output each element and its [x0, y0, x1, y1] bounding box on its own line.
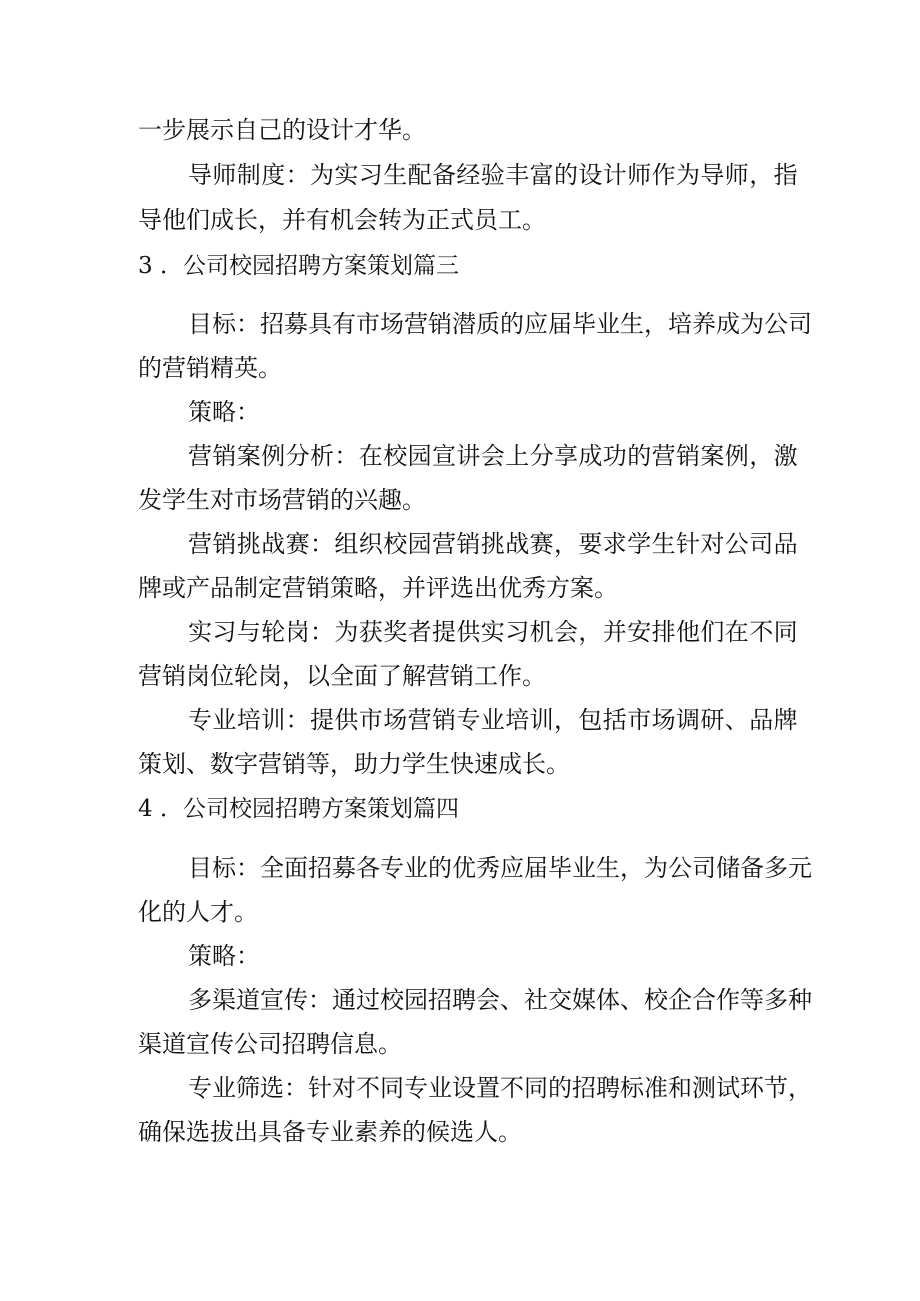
text-line: 营销岗位轮岗，以全面了解营销工作。 [138, 662, 546, 690]
text-line: 渠道宣传公司招聘信息。 [138, 1030, 402, 1058]
text-line: 的营销精英。 [138, 354, 282, 382]
strategy-label: 策略： [188, 398, 260, 426]
paragraph-line: 营销挑战赛：组织校园营销挑战赛，要求学生针对公司品 [188, 530, 798, 558]
paragraph-line: 目标：招募具有市场营销潜质的应届毕业生，培养成为公司 [188, 310, 812, 338]
paragraph-line: 导师制度：为实习生配备经验丰富的设计师作为导师，指 [188, 161, 798, 189]
strategy-label: 策略： [188, 942, 260, 970]
text-line: 策划、数字营销等，助力学生快速成长。 [138, 750, 570, 778]
text-line: 导他们成长，并有机会转为正式员工。 [138, 206, 546, 234]
paragraph-line: 营销案例分析：在校园宣讲会上分享成功的营销案例，激 [188, 442, 798, 470]
section-heading-3: 3 ．公司校园招聘方案策划篇三 [138, 253, 459, 279]
paragraph-line: 目标：全面招募各专业的优秀应届毕业生，为公司储备多元 [188, 854, 812, 882]
text-line: 牌或产品制定营销策略，并评选出优秀方案。 [138, 574, 618, 602]
paragraph-line: 多渠道宣传：通过校园招聘会、社交媒体、校企合作等多种 [188, 986, 812, 1014]
text-line: 一步展示自己的设计才华。 [138, 116, 426, 144]
text-line: 发学生对市场营销的兴趣。 [138, 486, 426, 514]
paragraph-line: 实习与轮岗：为获奖者提供实习机会，并安排他们在不同 [188, 618, 798, 646]
text-line: 确保选拔出具备专业素养的候选人。 [138, 1118, 522, 1146]
text-line: 化的人才。 [138, 898, 258, 926]
section-heading-4: 4 ．公司校园招聘方案策划篇四 [138, 796, 459, 822]
paragraph-line: 专业培训：提供市场营销专业培训，包括市场调研、品牌 [188, 706, 798, 734]
paragraph-line: 专业筛选：针对不同专业设置不同的招聘标准和测试环节， [188, 1074, 812, 1102]
